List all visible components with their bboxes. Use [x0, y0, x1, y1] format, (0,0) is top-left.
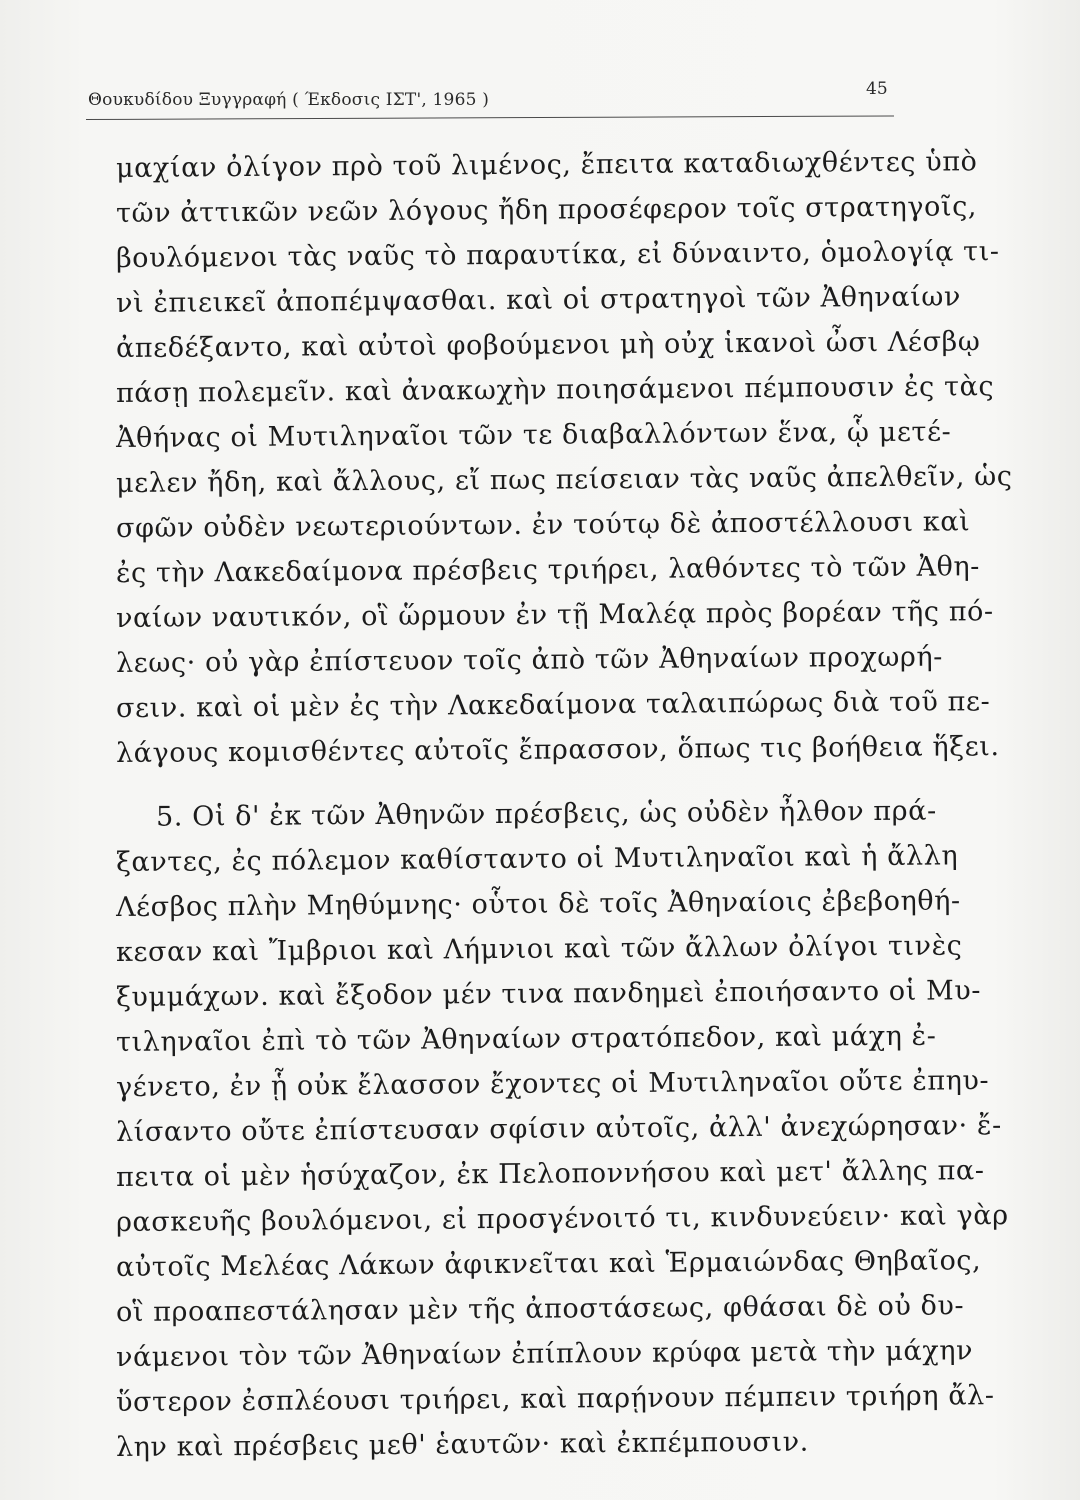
text-line: λεως· οὐ γὰρ ἐπίστευον τοῖς ἀπὸ τῶν Ἀθηναίων προχωρή- [115, 641, 944, 679]
text-line: αὐτοῖς Μελέας Λάκων ἀφικνεῖται καὶ Ἑρμαιώνδας Θηβαῖος, [115, 1245, 982, 1283]
chapter-5-first-line: 5. Οἱ δ' ἐκ τῶν Ἀθηνῶν πρέσβεις, ὡς οὐδὲν ἦλθον πρά- [155, 795, 937, 833]
text-line: ἐς τὴν Λακεδαίμονα πρέσβεις τριήρει, λαθόντες τὸ τῶν Ἀθη- [115, 551, 981, 589]
paragraph-1 [115, 146, 1013, 776]
header-rule [86, 115, 894, 120]
text-line: τῶν ἀττικῶν νεῶν λόγους ἤδη προσέφερον τοῖς στρατηγοῖς, [115, 191, 978, 229]
text-line: πειτα οἱ μὲν ἡσύχαζον, ἐκ Πελοποννήσου καὶ μετ' ἄλλης πα- [115, 1155, 985, 1193]
text-line: σφῶν οὐδὲν νεωτεριούντων. ἐν τούτῳ δὲ ἀποστέλλουσι καὶ [115, 506, 971, 544]
text-line: γένετο, ἐν ᾗ οὐκ ἔλασσον ἔχοντες οἱ Μυτιληναῖοι οὔτε ἐπηυ- [115, 1065, 990, 1103]
text-line: ξαντες, ἐς πόλεμον καθίσταντο οἱ Μυτιληναῖοι καὶ ἡ ἄλλη [115, 840, 959, 878]
text-line: ναίων ναυτικόν, οἳ ὥρμουν ἐν τῇ Μαλέᾳ πρὸς βορέαν τῆς πό- [115, 596, 994, 634]
text-line: σειν. καὶ οἱ μὲν ἐς τὴν Λακεδαίμονα ταλαιπώρως διὰ τοῦ πε- [115, 686, 991, 724]
text-line: ρασκευῆς βουλόμενοι, εἰ προσγένοιτό τι, κινδυνεύειν· καὶ γὰρ [115, 1199, 1009, 1238]
text-line: κεσαν καὶ Ἴμβριοι καὶ Λήμνιοι καὶ τῶν ἄλλων ὀλίγοι τινὲς [115, 930, 963, 968]
text-line: ὕστερον ἐσπλέουσι τριήρει, καὶ παρῄνουν πέμπειν τριήρη ἄλ- [115, 1380, 995, 1418]
text-line: Ἀθήνας οἱ Μυτιληναῖοι τῶν τε διαβαλλόντων ἕνα, ᾧ μετέ- [115, 416, 952, 454]
paragraph-2-chapter-5 [115, 795, 1009, 1470]
text-line: Λέσβος πλὴν Μηθύμνης· οὗτοι δὲ τοῖς Ἀθηναίοις ἐβεβοηθή- [115, 885, 961, 923]
running-head-title: Θουκυδίδου Ξυγγραφή ( Έκδοσις ΙΣΤ', 1965 ) [88, 90, 490, 110]
text-line: ξυμμάχων. καὶ ἔξοδον μέν τινα πανδημεὶ ἐποιήσαντο οἱ Μυ- [115, 975, 982, 1013]
page-number: 45 [866, 79, 888, 99]
text-line: λάγους κομισθέντες αὐτοῖς ἔπρασσον, ὅπως τις βοήθεια ἥξει. [115, 731, 1000, 769]
text-line: ἀπεδέξαντο, καὶ αὐτοὶ φοβούμενοι μὴ οὐχ ἱκανοὶ ὦσι Λέσβῳ [115, 326, 981, 364]
text-line: νὶ ἐπιεικεῖ ἀποπέμψασθαι. καὶ οἱ στρατηγοὶ τῶν Ἀθηναίων [115, 281, 962, 319]
text-line: μελεν ἤδη, καὶ ἄλλους, εἴ πως πείσειαν τὰς ναῦς ἀπελθεῖν, ὡς [115, 460, 1013, 499]
text-line: οἳ προαπεστάλησαν μὲν τῆς ἀποστάσεως, φθάσαι δὲ οὐ δυ- [115, 1290, 965, 1328]
text-line: πάσῃ πολεμεῖν. καὶ ἀνακωχὴν ποιησάμενοι πέμπουσιν ἐς τὰς [115, 371, 995, 409]
text-line: λην καὶ πρέσβεις μεθ' ἑαυτῶν· καὶ ἐκπέμπουσιν. [115, 1426, 810, 1463]
text-line: βουλόμενοι τὰς ναῦς τὸ παραυτίκα, εἰ δύναιντο, ὁμολογίᾳ τι- [115, 236, 1000, 274]
text-line: μαχίαν ὀλίγον πρὸ τοῦ λιμένος, ἔπειτα καταδιωχθέντες ὑπὸ [115, 146, 978, 184]
text-line: τιληναῖοι ἐπὶ τὸ τῶν Ἀθηναίων στρατόπεδον, καὶ μάχη ἐ- [115, 1020, 937, 1058]
text-line: λίσαντο οὔτε ἐπίστευσαν σφίσιν αὐτοῖς, ἀλλ' ἀνεχώρησαν· ἔ- [115, 1110, 1002, 1148]
text-line: νάμενοι τὸν τῶν Ἀθηναίων ἐπίπλουν κρύφα μετὰ τὴν μάχην [115, 1335, 974, 1373]
